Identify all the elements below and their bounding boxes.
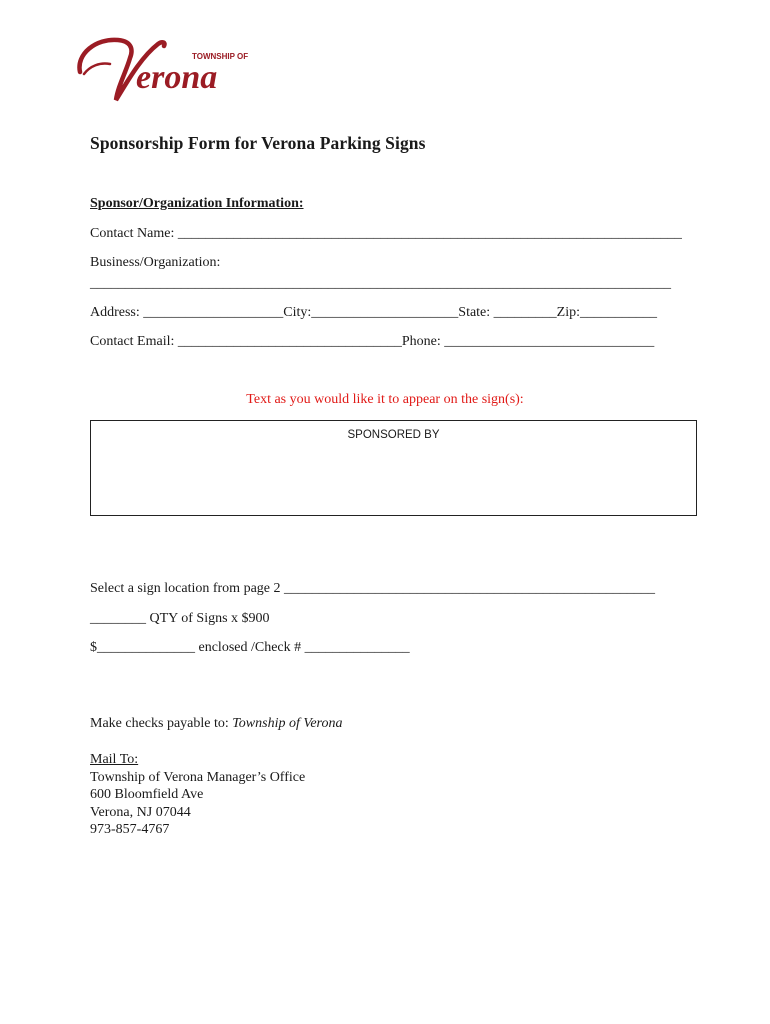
- contact-email-phone-fields[interactable]: Contact Email: ________________________________Phone: ______________________________: [90, 334, 655, 349]
- mail-phone-line: 973-857-4767: [90, 822, 170, 837]
- sign-box-sponsored-by: SPONSORED BY: [347, 429, 440, 441]
- quantity-field[interactable]: ________ QTY of Signs x $900: [90, 611, 270, 626]
- mail-address-line: 600 Bloomfield Ave: [90, 787, 204, 802]
- payable-to-label: Make checks payable to:: [90, 716, 229, 731]
- payment-check-field[interactable]: $______________ enclosed /Check # _______________: [90, 640, 410, 655]
- section-heading-sponsor-info: Sponsor/Organization Information:: [90, 196, 304, 211]
- contact-name-field[interactable]: Contact Name: ________________________________________________________________________: [90, 226, 682, 241]
- address-city-state-zip-fields[interactable]: Address: ____________________City:_____________________State: _________Zip:___________: [90, 305, 657, 320]
- sign-location-field[interactable]: Select a sign location from page 2 _____________________________________________________: [90, 581, 655, 596]
- payable-to-name: Township of Verona: [232, 716, 343, 731]
- mail-address-line: Verona, NJ 07044: [90, 804, 191, 820]
- logo-script-text: erona: [136, 59, 218, 96]
- mail-address-line: Township of Verona Manager’s Office: [90, 769, 306, 785]
- business-organization-field[interactable]: ___________________________________________________________________________________: [90, 276, 671, 291]
- mail-to-heading: Mail To:: [90, 752, 139, 767]
- mail-to-block: [90, 751, 305, 839]
- logo-v-swash: [84, 63, 110, 74]
- sign-text-box[interactable]: [90, 420, 697, 516]
- form-title: Sponsorship Form for Verona Parking Signs: [90, 133, 426, 153]
- sign-text-prompt: Text as you would like it to appear on the sign(s):: [246, 392, 524, 407]
- payable-to-line: [90, 716, 343, 732]
- township-of-verona-logo: [74, 28, 254, 108]
- business-organization-label: Business/Organization:: [90, 255, 221, 270]
- logo-township-of-text: TOWNSHIP OF: [192, 52, 249, 61]
